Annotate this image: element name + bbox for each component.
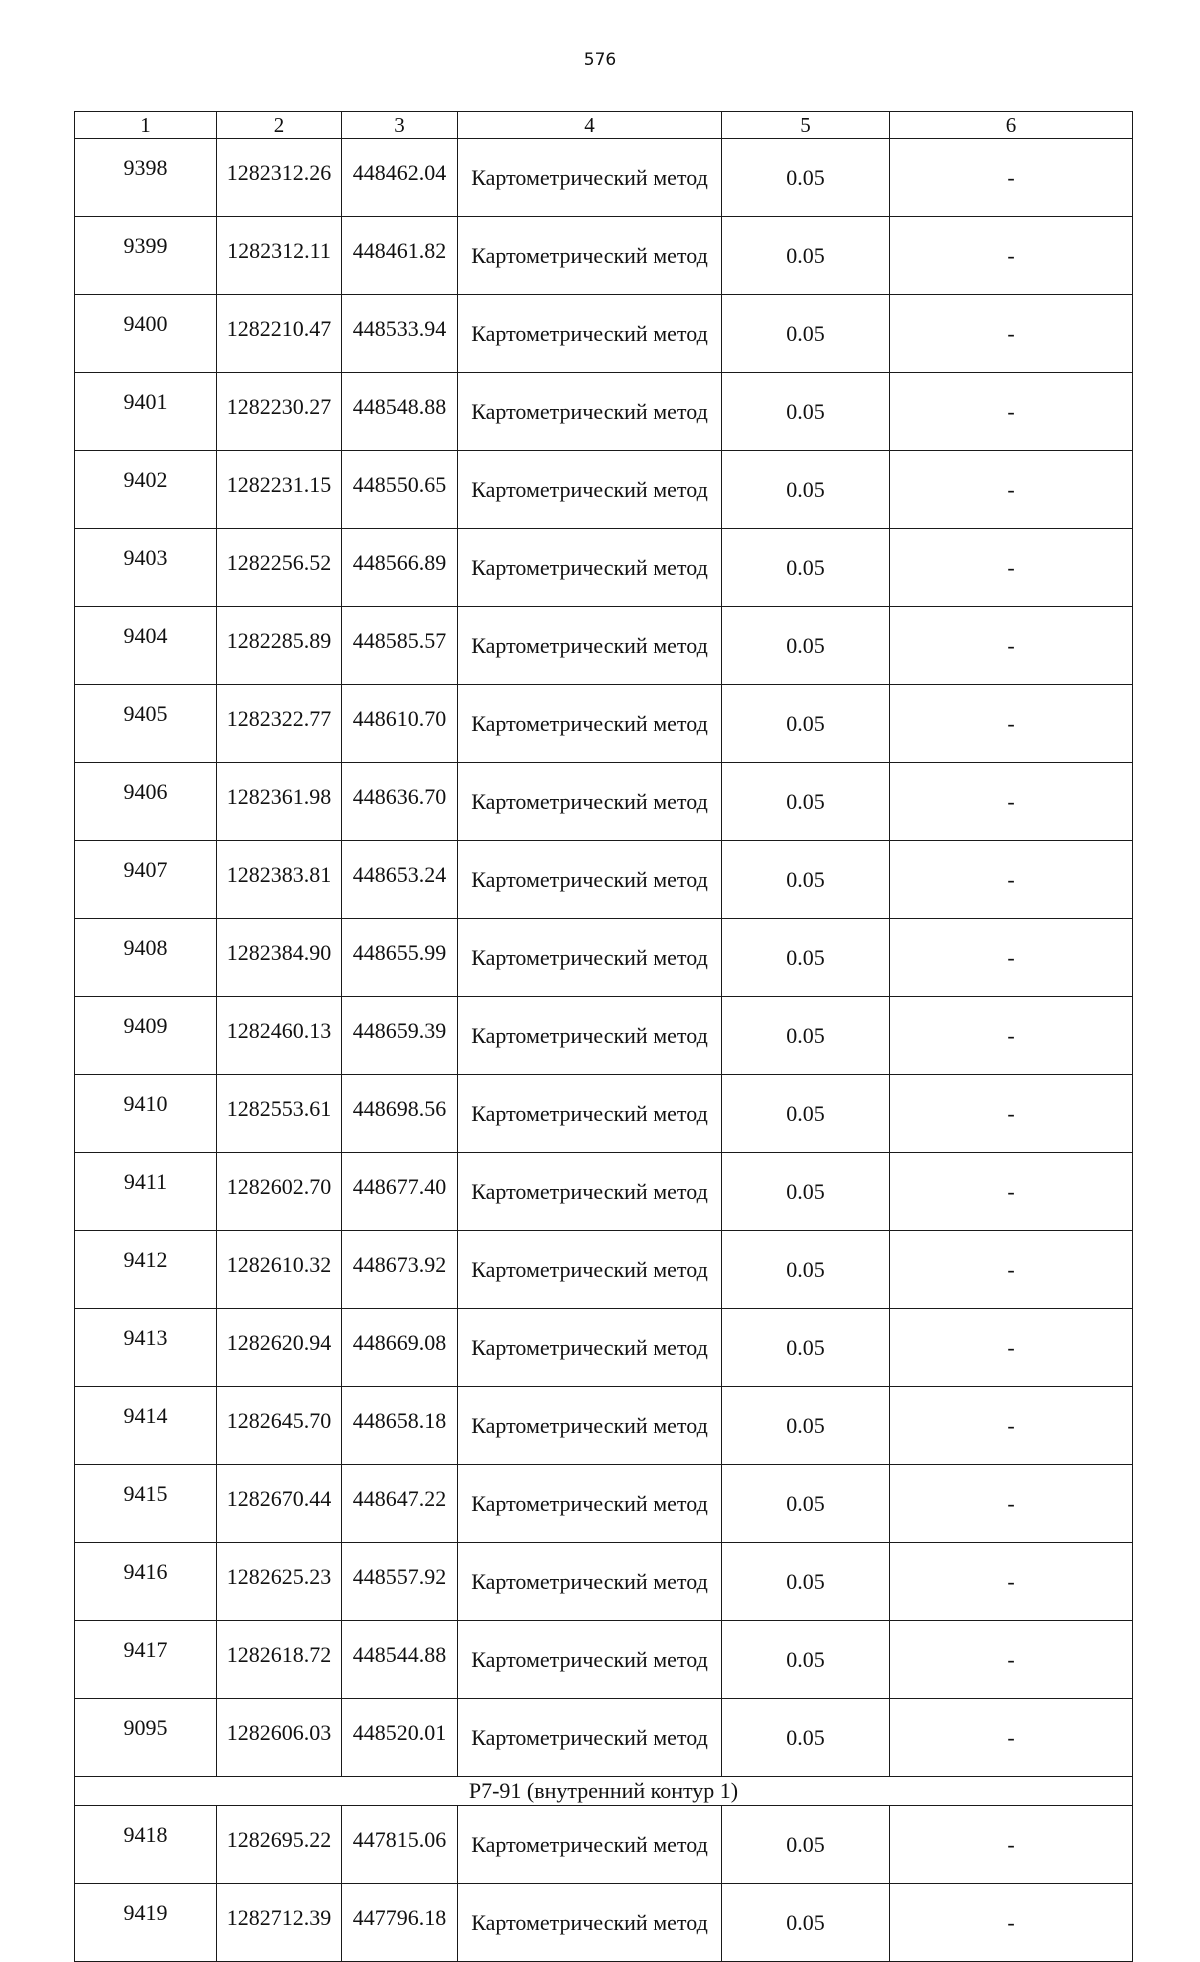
point-number-cell: 9403 — [75, 529, 217, 607]
method-cell: Картометрический метод — [458, 607, 722, 685]
column-header: 2 — [217, 112, 342, 139]
coordinates-table — [74, 111, 1133, 1962]
column-header: 5 — [722, 112, 890, 139]
point-number-cell: 9410 — [75, 1075, 217, 1153]
y-coordinate-cell: 447815.06 — [342, 1806, 458, 1884]
method-cell: Картометрический метод — [458, 1621, 722, 1699]
note-cell: - — [890, 451, 1133, 529]
x-coordinate-cell: 1282695.22 — [217, 1806, 342, 1884]
y-coordinate-cell: 448669.08 — [342, 1309, 458, 1387]
note-cell: - — [890, 139, 1133, 217]
accuracy-cell: 0.05 — [722, 1699, 890, 1777]
y-coordinate-cell: 448673.92 — [342, 1231, 458, 1309]
accuracy-cell: 0.05 — [722, 1075, 890, 1153]
note-cell: - — [890, 1153, 1133, 1231]
y-coordinate-cell: 448636.70 — [342, 763, 458, 841]
x-coordinate-cell: 1282602.70 — [217, 1153, 342, 1231]
column-header: 6 — [890, 112, 1133, 139]
column-header: 4 — [458, 112, 722, 139]
note-cell: - — [890, 1884, 1133, 1962]
table-row — [75, 1621, 1133, 1699]
y-coordinate-cell: 448610.70 — [342, 685, 458, 763]
accuracy-cell: 0.05 — [722, 373, 890, 451]
table-row — [75, 607, 1133, 685]
note-cell: - — [890, 997, 1133, 1075]
note-cell: - — [890, 1465, 1133, 1543]
header-row — [75, 112, 1133, 139]
accuracy-cell: 0.05 — [722, 217, 890, 295]
point-number-cell: 9409 — [75, 997, 217, 1075]
y-coordinate-cell: 448698.56 — [342, 1075, 458, 1153]
y-coordinate-cell: 448520.01 — [342, 1699, 458, 1777]
x-coordinate-cell: 1282460.13 — [217, 997, 342, 1075]
accuracy-cell: 0.05 — [722, 1621, 890, 1699]
method-cell: Картометрический метод — [458, 1465, 722, 1543]
point-number-cell: 9400 — [75, 295, 217, 373]
table-row — [75, 529, 1133, 607]
accuracy-cell: 0.05 — [722, 1309, 890, 1387]
y-coordinate-cell: 448677.40 — [342, 1153, 458, 1231]
table-row — [75, 763, 1133, 841]
table-row — [75, 139, 1133, 217]
x-coordinate-cell: 1282610.32 — [217, 1231, 342, 1309]
accuracy-cell: 0.05 — [722, 1806, 890, 1884]
table-row — [75, 1387, 1133, 1465]
y-coordinate-cell: 448544.88 — [342, 1621, 458, 1699]
method-cell: Картометрический метод — [458, 529, 722, 607]
point-number-cell: 9402 — [75, 451, 217, 529]
table-row — [75, 997, 1133, 1075]
table-row — [75, 451, 1133, 529]
accuracy-cell: 0.05 — [722, 1231, 890, 1309]
note-cell: - — [890, 1387, 1133, 1465]
table-body — [75, 139, 1133, 1962]
method-cell: Картометрический метод — [458, 1806, 722, 1884]
method-cell: Картометрический метод — [458, 1309, 722, 1387]
x-coordinate-cell: 1282322.77 — [217, 685, 342, 763]
note-cell: - — [890, 1075, 1133, 1153]
y-coordinate-cell: 448557.92 — [342, 1543, 458, 1621]
table-row — [75, 373, 1133, 451]
note-cell: - — [890, 529, 1133, 607]
note-cell: - — [890, 1699, 1133, 1777]
accuracy-cell: 0.05 — [722, 451, 890, 529]
note-cell: - — [890, 1309, 1133, 1387]
method-cell: Картометрический метод — [458, 763, 722, 841]
point-number-cell: 9399 — [75, 217, 217, 295]
x-coordinate-cell: 1282210.47 — [217, 295, 342, 373]
y-coordinate-cell: 448653.24 — [342, 841, 458, 919]
note-cell: - — [890, 841, 1133, 919]
table-row — [75, 919, 1133, 997]
table-row — [75, 295, 1133, 373]
table-row — [75, 841, 1133, 919]
point-number-cell: 9405 — [75, 685, 217, 763]
note-cell: - — [890, 685, 1133, 763]
note-cell: - — [890, 1621, 1133, 1699]
y-coordinate-cell: 448533.94 — [342, 295, 458, 373]
point-number-cell: 9415 — [75, 1465, 217, 1543]
accuracy-cell: 0.05 — [722, 607, 890, 685]
x-coordinate-cell: 1282312.26 — [217, 139, 342, 217]
accuracy-cell: 0.05 — [722, 1153, 890, 1231]
y-coordinate-cell: 448659.39 — [342, 997, 458, 1075]
table-row — [75, 1465, 1133, 1543]
table-row — [75, 217, 1133, 295]
accuracy-cell: 0.05 — [722, 1465, 890, 1543]
y-coordinate-cell: 448658.18 — [342, 1387, 458, 1465]
accuracy-cell: 0.05 — [722, 1387, 890, 1465]
y-coordinate-cell: 448566.89 — [342, 529, 458, 607]
y-coordinate-cell: 448462.04 — [342, 139, 458, 217]
accuracy-cell: 0.05 — [722, 139, 890, 217]
table-row — [75, 1884, 1133, 1962]
x-coordinate-cell: 1282712.39 — [217, 1884, 342, 1962]
table-row — [75, 1153, 1133, 1231]
x-coordinate-cell: 1282383.81 — [217, 841, 342, 919]
x-coordinate-cell: 1282231.15 — [217, 451, 342, 529]
accuracy-cell: 0.05 — [722, 1884, 890, 1962]
x-coordinate-cell: 1282384.90 — [217, 919, 342, 997]
method-cell: Картометрический метод — [458, 1884, 722, 1962]
point-number-cell: 9417 — [75, 1621, 217, 1699]
accuracy-cell: 0.05 — [722, 997, 890, 1075]
x-coordinate-cell: 1282606.03 — [217, 1699, 342, 1777]
y-coordinate-cell: 447796.18 — [342, 1884, 458, 1962]
method-cell: Картометрический метод — [458, 295, 722, 373]
table-header — [75, 112, 1133, 139]
method-cell: Картометрический метод — [458, 139, 722, 217]
note-cell: - — [890, 919, 1133, 997]
method-cell: Картометрический метод — [458, 1699, 722, 1777]
accuracy-cell: 0.05 — [722, 685, 890, 763]
point-number-cell: 9406 — [75, 763, 217, 841]
x-coordinate-cell: 1282553.61 — [217, 1075, 342, 1153]
accuracy-cell: 0.05 — [722, 1543, 890, 1621]
point-number-cell: 9404 — [75, 607, 217, 685]
table-row — [75, 1543, 1133, 1621]
column-header: 3 — [342, 112, 458, 139]
point-number-cell: 9095 — [75, 1699, 217, 1777]
note-cell: - — [890, 1231, 1133, 1309]
x-coordinate-cell: 1282620.94 — [217, 1309, 342, 1387]
x-coordinate-cell: 1282256.52 — [217, 529, 342, 607]
x-coordinate-cell: 1282618.72 — [217, 1621, 342, 1699]
x-coordinate-cell: 1282625.23 — [217, 1543, 342, 1621]
note-cell: - — [890, 1806, 1133, 1884]
point-number-cell: 9416 — [75, 1543, 217, 1621]
method-cell: Картометрический метод — [458, 451, 722, 529]
note-cell: - — [890, 1543, 1133, 1621]
x-coordinate-cell: 1282285.89 — [217, 607, 342, 685]
x-coordinate-cell: 1282361.98 — [217, 763, 342, 841]
point-number-cell: 9411 — [75, 1153, 217, 1231]
point-number-cell: 9413 — [75, 1309, 217, 1387]
point-number-cell: 9414 — [75, 1387, 217, 1465]
page-number: 576 — [583, 50, 617, 70]
section-title: Р7-91 (внутренний контур 1) — [75, 1777, 1133, 1806]
y-coordinate-cell: 448461.82 — [342, 217, 458, 295]
table-row — [75, 1075, 1133, 1153]
accuracy-cell: 0.05 — [722, 295, 890, 373]
point-number-cell: 9398 — [75, 139, 217, 217]
note-cell: - — [890, 763, 1133, 841]
column-header: 1 — [75, 112, 217, 139]
x-coordinate-cell: 1282230.27 — [217, 373, 342, 451]
method-cell: Картометрический метод — [458, 1231, 722, 1309]
method-cell: Картометрический метод — [458, 217, 722, 295]
method-cell: Картометрический метод — [458, 841, 722, 919]
method-cell: Картометрический метод — [458, 919, 722, 997]
note-cell: - — [890, 295, 1133, 373]
method-cell: Картометрический метод — [458, 685, 722, 763]
x-coordinate-cell: 1282645.70 — [217, 1387, 342, 1465]
method-cell: Картометрический метод — [458, 1153, 722, 1231]
y-coordinate-cell: 448647.22 — [342, 1465, 458, 1543]
y-coordinate-cell: 448548.88 — [342, 373, 458, 451]
point-number-cell: 9419 — [75, 1884, 217, 1962]
y-coordinate-cell: 448585.57 — [342, 607, 458, 685]
method-cell: Картометрический метод — [458, 997, 722, 1075]
accuracy-cell: 0.05 — [722, 919, 890, 997]
accuracy-cell: 0.05 — [722, 763, 890, 841]
section-title-row — [75, 1777, 1133, 1806]
note-cell: - — [890, 607, 1133, 685]
point-number-cell: 9408 — [75, 919, 217, 997]
y-coordinate-cell: 448655.99 — [342, 919, 458, 997]
table-row — [75, 1699, 1133, 1777]
point-number-cell: 9412 — [75, 1231, 217, 1309]
accuracy-cell: 0.05 — [722, 529, 890, 607]
table-row — [75, 1309, 1133, 1387]
note-cell: - — [890, 217, 1133, 295]
point-number-cell: 9407 — [75, 841, 217, 919]
method-cell: Картометрический метод — [458, 1543, 722, 1621]
table-row — [75, 685, 1133, 763]
point-number-cell: 9418 — [75, 1806, 217, 1884]
x-coordinate-cell: 1282312.11 — [217, 217, 342, 295]
method-cell: Картометрический метод — [458, 1387, 722, 1465]
method-cell: Картометрический метод — [458, 1075, 722, 1153]
y-coordinate-cell: 448550.65 — [342, 451, 458, 529]
method-cell: Картометрический метод — [458, 373, 722, 451]
table-row — [75, 1231, 1133, 1309]
note-cell: - — [890, 373, 1133, 451]
point-number-cell: 9401 — [75, 373, 217, 451]
table-row — [75, 1806, 1133, 1884]
accuracy-cell: 0.05 — [722, 841, 890, 919]
x-coordinate-cell: 1282670.44 — [217, 1465, 342, 1543]
